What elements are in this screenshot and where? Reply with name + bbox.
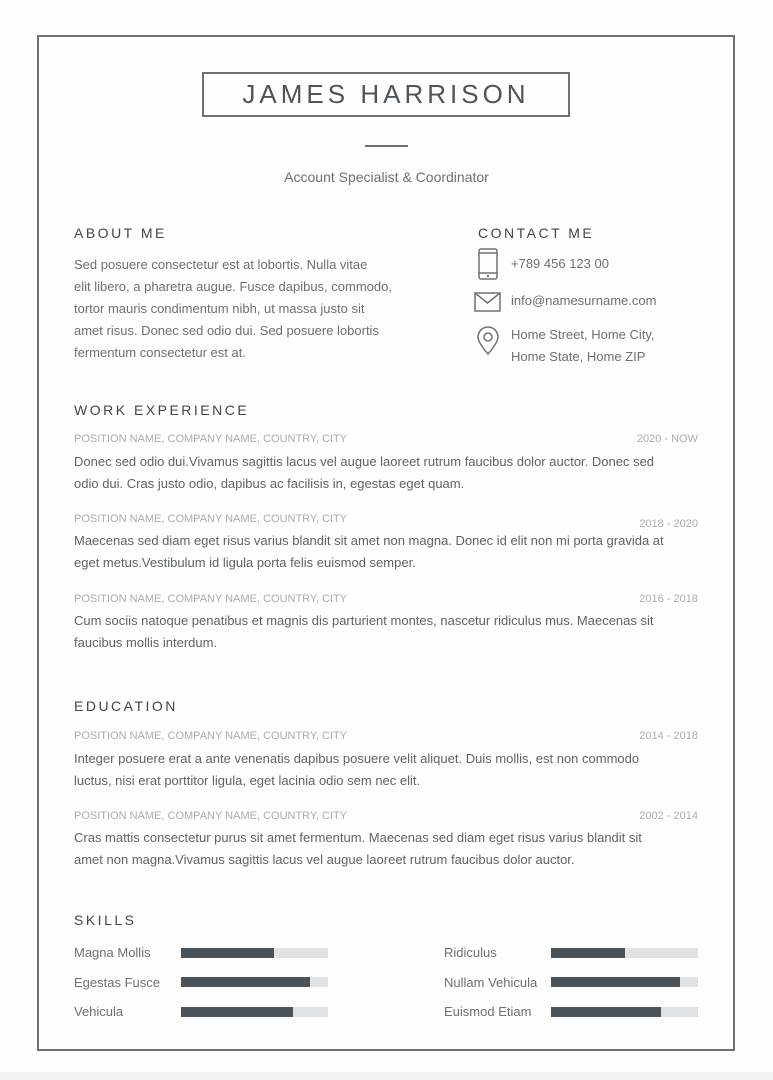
entry-date: 2014 - 2018 [639,730,698,742]
description-line: Cras mattis consectetur purus sit amet fermentum. Maecenas sed diam eget risus varius blandit sit [74,830,642,845]
skills-heading: SKILLS [74,912,137,928]
entry-date: 2018 - 2020 [639,518,698,530]
skill-bar [181,1007,328,1017]
description-line: faucibus mollis interdum. [74,635,218,650]
education-entry-description [74,827,700,871]
entry-date: 2020 - NOW [636,433,698,445]
education-heading: EDUCATION [74,698,178,714]
phone-icon [478,248,498,280]
about-line: elit libero, a pharetra augue. Fusce dapibus, commodo, [74,279,392,294]
description-line: Integer posuere erat a ante venenatis dapibus posuere velit aliquet. Duis mollis, est non commodo [74,751,640,766]
job-title: Account Specialist & Coordinator [284,169,489,185]
address [511,324,655,368]
divider [365,145,408,147]
entry-date: 2016 - 2018 [639,593,698,605]
skill-bar [551,948,698,958]
about-line: tortor mauris condimentum nibh, ut massa justo sit [74,301,365,316]
skill-bar-fill [551,948,625,958]
skill-bar-fill [181,948,274,958]
education-entry-header [74,730,698,742]
education-entry-header [74,810,698,822]
about-line: Sed posuere consectetur est at lobortis. Nulla vitae [74,257,368,272]
position-name: POSITION NAME, COMPANY NAME, COUNTRY, CITY [74,730,348,742]
work-entry-description [74,530,700,574]
work-entry-header [74,433,698,445]
mail-icon [474,292,501,312]
skill-name: Vehicula [74,1004,124,1019]
description-line: Donec sed odio dui.Vivamus sagittis lacus vel augue laoreet rutrum faucibus dolor auctor. Donec sed [74,454,655,469]
about-heading: ABOUT ME [74,225,167,241]
skill-bar [551,977,698,987]
position-name: POSITION NAME, COMPANY NAME, COUNTRY, CITY [74,513,348,525]
education-entry-description [74,748,700,792]
name-title: JAMES HARRISON [242,79,530,109]
description-line: Maecenas sed diam eget risus varius blandit sit amet non magna. Donec id elit non mi porta gravida at [74,533,664,548]
skill-bar-fill [181,1007,293,1017]
skill-name: Magna Mollis [74,945,151,960]
name-title-box [202,72,570,117]
skill-bar [551,1007,698,1017]
description-line: odio dui. Cras justo odio, dapibus ac facilisis in, egestas eget quam. [74,476,465,491]
skill-bar-fill [181,977,310,987]
about-text [74,254,424,364]
address-line: Home Street, Home City, [511,327,655,342]
skill-bar-fill [551,977,680,987]
skill-name: Ridiculus [444,945,497,960]
about-line: fermentum consectetur est at. [74,345,246,360]
contact-heading: CONTACT ME [478,225,595,241]
location-pin-icon [476,326,500,356]
description-line: Cum sociis natoque penatibus et magnis dis parturient montes, nascetur ridiculus mus. Maecenas sit [74,613,654,628]
work-entry-description [74,610,700,654]
skill-bar-fill [551,1007,661,1017]
skill-bar [181,977,328,987]
work-heading: WORK EXPERIENCE [74,402,250,418]
description-line: amet non magna.Vivamus sagittis lacus vel augue laoreet rutrum faucibus dolor auctor. [74,852,575,867]
address-line: Home State, Home ZIP [511,349,646,364]
work-entry-description [74,451,700,495]
position-name: POSITION NAME, COMPANY NAME, COUNTRY, CITY [74,593,348,605]
email-address: info@namesurname.com [511,293,657,308]
skill-name: Egestas Fusce [74,975,160,990]
work-entry-header [74,593,698,605]
phone-number: +789 456 123 00 [511,256,609,271]
position-name: POSITION NAME, COMPANY NAME, COUNTRY, CITY [74,433,348,445]
entry-date: 2002 - 2014 [639,810,698,822]
skill-name: Euismod Etiam [444,1004,532,1019]
about-line: amet risus. Donec sed odio dui. Sed posuere lobortis [74,323,379,338]
description-line: luctus, nisi erat porttitor ligula, eget lacinia odio sem nec elit. [74,773,421,788]
skill-name: Nullam Vehicula [444,975,538,990]
work-entry-header [74,513,698,530]
description-line: eget metus.Vestibulum id ligula porta felis euismod semper. [74,555,416,570]
skill-bar [181,948,328,958]
position-name: POSITION NAME, COMPANY NAME, COUNTRY, CITY [74,810,348,822]
